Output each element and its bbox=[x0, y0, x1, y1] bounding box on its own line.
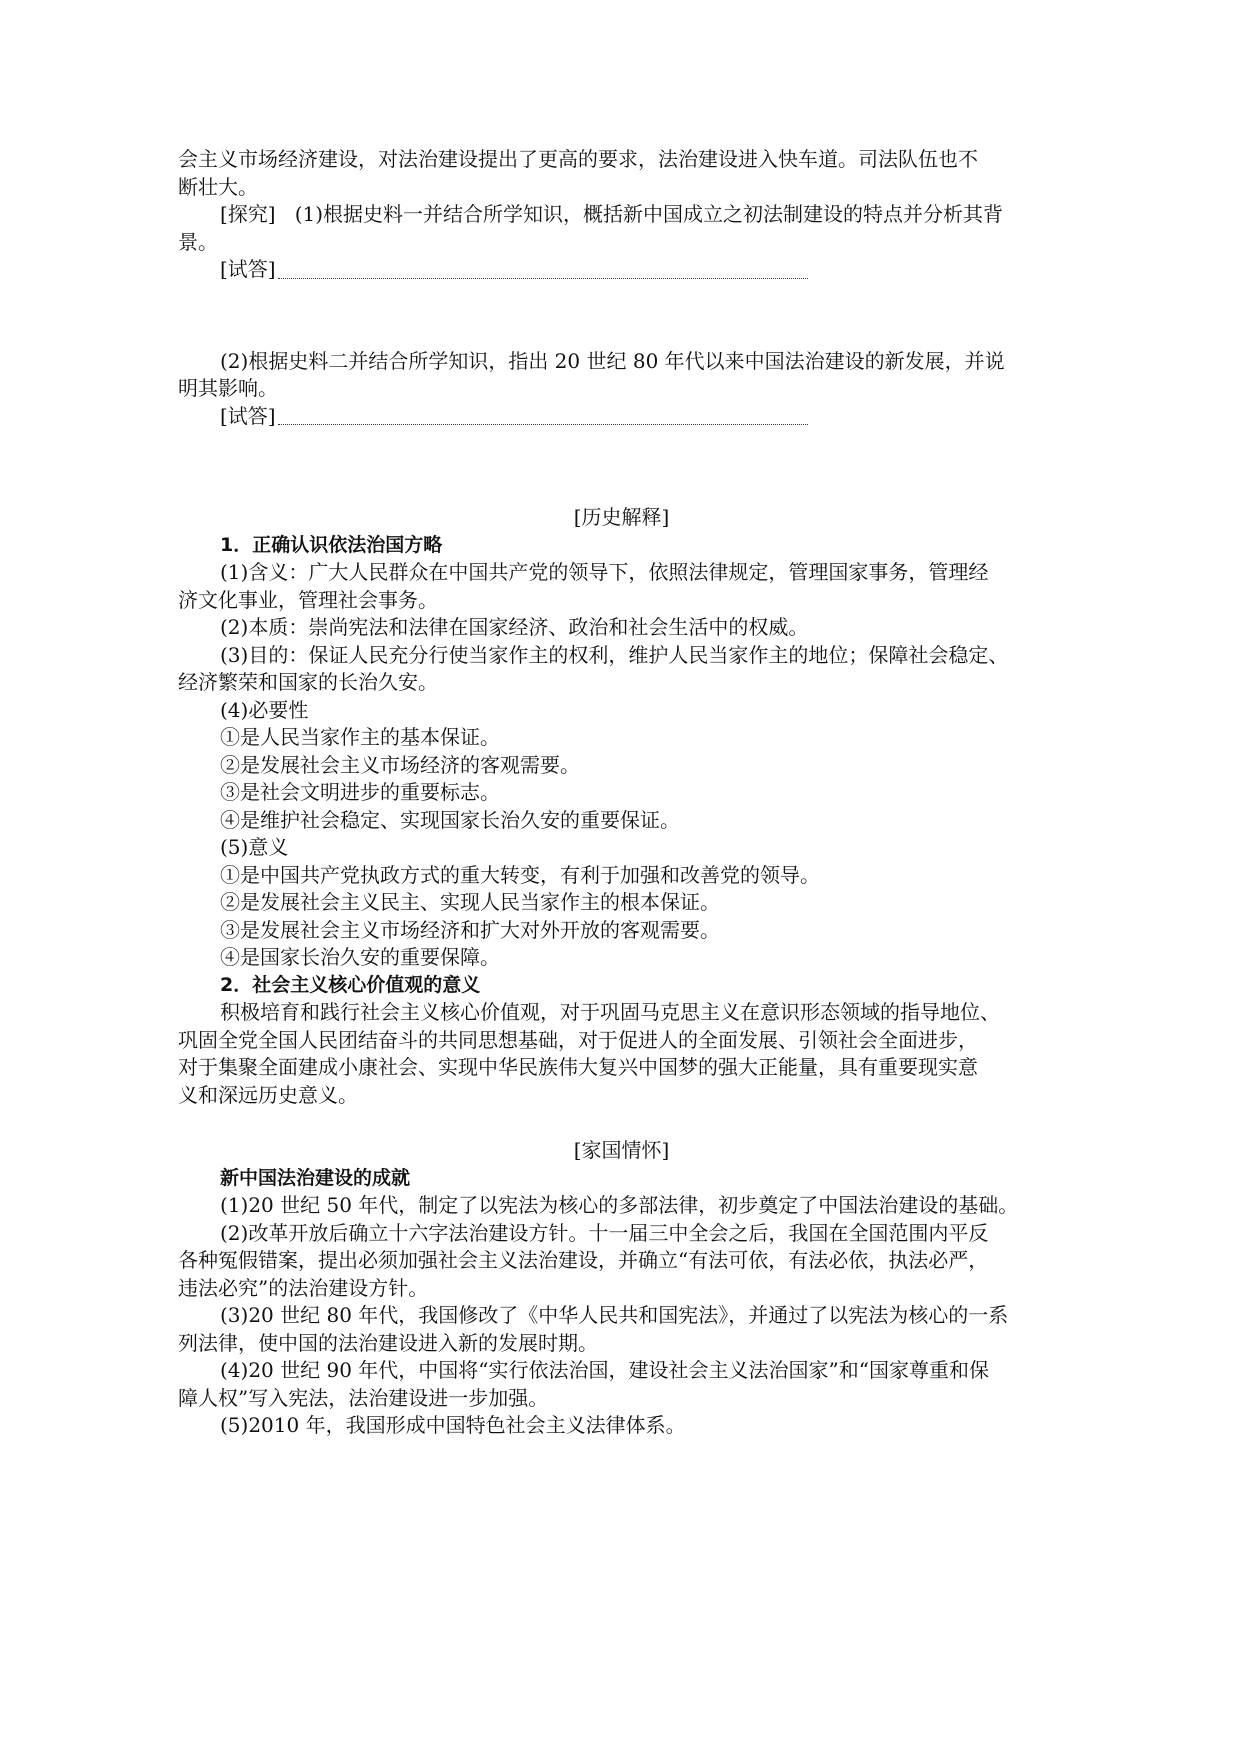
question-text: 景。 bbox=[178, 229, 218, 254]
intro-line: 断壮大。 bbox=[178, 174, 258, 199]
answer-line bbox=[220, 256, 1065, 284]
paragraph: (3)20 世纪 80 年代，我国修改了《中华人民共和国宪法》，并通过了以宪法为核心的一系 列法律，使中国的法治建设进入新的发展时期。 bbox=[178, 1303, 1009, 1355]
paragraph: (4)必要性 bbox=[220, 697, 309, 722]
subsection-title: 1．正确认识依法治国方略 bbox=[220, 533, 443, 556]
question-text: (1)根据史料一并结合所学知识，概括新中国成立之初法制建设的特点并分析其背 bbox=[294, 202, 1004, 226]
list-item: ②是发展社会主义市场经济的客观需要。 bbox=[220, 752, 580, 777]
list-item: ①是中国共产党执政方式的重大转变，有利于加强和改善党的领导。 bbox=[220, 862, 820, 887]
answer-label: [试答] bbox=[220, 257, 276, 281]
list-item: ④是维护社会稳定、实现国家长治久安的重要保证。 bbox=[220, 807, 680, 832]
answer-label: [试答] bbox=[220, 403, 276, 428]
paragraph: (1)20 世纪 50 年代，制定了以宪法为核心的多部法律，初步奠定了中国法治建设的基础。 bbox=[220, 1193, 1019, 1217]
subsection-title: 新中国法治建设的成就 bbox=[220, 1166, 411, 1189]
paragraph: 积极培育和践行社会主义核心价值观，对于巩固马克思主义在意识形态领域的指导地位、 巩固全党全国人民团结奋斗的共同思想基础，对于促进人的全面发展、引领社会全面进步， 对于集聚全面建成小康社会、实现中华民族伟大复兴中国梦的强大正能量，具有重要现实意 义和深远历史意义。 bbox=[178, 1000, 1000, 1107]
answer-line bbox=[220, 403, 1065, 431]
answer-dotted-line bbox=[278, 278, 808, 279]
paragraph: (1)含义：广大人民群众在中国共产党的领导下，依照法律规定，管理国家事务，管理经 济文化事业，管理社会事务。 bbox=[178, 560, 989, 612]
paragraph: (2)本质：崇尚宪法和法律在国家经济、政治和社会生活中的权威。 bbox=[220, 615, 809, 639]
intro-paragraph bbox=[178, 146, 1065, 201]
document-page bbox=[178, 146, 1065, 1440]
paragraph: (3)目的：保证人民充分行使当家作主的权利，维护人民当家作主的地位；保障社会稳定、 经济繁荣和国家的长治久安。 bbox=[178, 642, 1009, 694]
section-heading-history: [历史解释] bbox=[573, 505, 670, 529]
question-text: (2)根据史料二并结合所学知识，指出 20 世纪 80 年代以来中国法治建设的新发展，并说 bbox=[220, 348, 1005, 373]
list-item: ③是社会文明进步的重要标志。 bbox=[220, 780, 500, 804]
explore-question-1 bbox=[178, 201, 1065, 256]
paragraph: (4)20 世纪 90 年代，中国将“实行依法治国，建设社会主义法治国家”和“国家尊重和保 障人权”写入宪法，法治建设进一步加强。 bbox=[178, 1358, 989, 1410]
list-item: ④是国家长治久安的重要保障。 bbox=[220, 945, 500, 969]
paragraph: (5)意义 bbox=[220, 835, 289, 859]
paragraph: (2)改革开放后确立十六字法治建设方针。十一届三中全会之后，我国在全国范围内平反 各种冤假错案，提出必须加强社会主义法治建设，并确立“有法可依，有法必依，执法必严， 违法必究”的法治建设方针。 bbox=[178, 1220, 989, 1300]
intro-line: 会主义市场经济建设，对法治建设提出了更高的要求，法治建设进入快车道。司法队伍也不 bbox=[178, 147, 978, 171]
answer-dotted-line bbox=[278, 424, 808, 425]
list-item: ③是发展社会主义市场经济和扩大对外开放的客观需要。 bbox=[220, 917, 720, 942]
section-heading-homeland: [家国情怀] bbox=[573, 1138, 670, 1162]
explore-question-2 bbox=[178, 348, 1065, 403]
list-item: ①是人民当家作主的基本保证。 bbox=[220, 725, 500, 749]
subsection-title: 2．社会主义核心价值观的意义 bbox=[220, 973, 481, 996]
question-text: 明其影响。 bbox=[178, 376, 278, 400]
list-item: ②是发展社会主义民主、实现人民当家作主的根本保证。 bbox=[220, 890, 720, 914]
paragraph: (5)2010 年，我国形成中国特色社会主义法律体系。 bbox=[220, 1413, 686, 1437]
explore-tag: [探究] bbox=[220, 202, 276, 226]
